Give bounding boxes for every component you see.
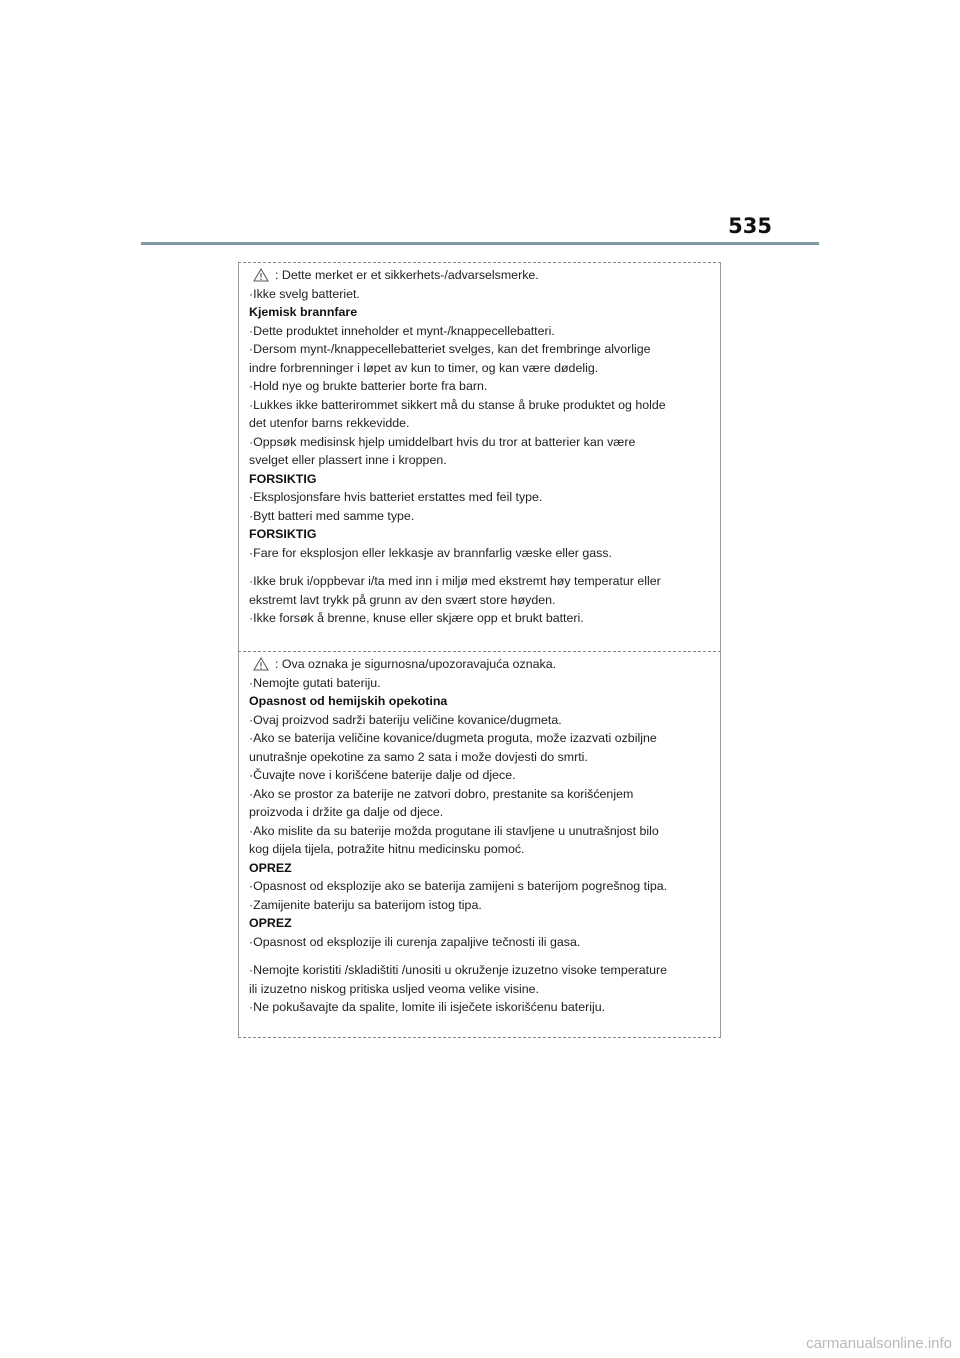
text-line: ·Hold nye og brukte batterier borte fra barn.	[249, 379, 488, 393]
warning-box-norwegian	[238, 262, 721, 651]
text-line: ·Nemojte koristiti /skladištiti /unositi u okruženje izuzetno visoke temperature	[249, 963, 668, 977]
warning-triangle-icon	[253, 657, 269, 671]
warning-text: : Ova oznaka je sigurnosna/upozoravajuća oznaka.	[275, 657, 557, 671]
warning-line	[249, 655, 710, 674]
text-line: unutrašnje opekotine za samo 2 sata i može dovjesti do smrti.	[249, 749, 588, 764]
paragraph-gap	[249, 951, 710, 961]
text-line: ·Lukkes ikke batterirommet sikkert må du stanse å bruke produktet og holde	[249, 397, 666, 412]
warning-box-bosnian	[238, 651, 721, 1038]
page-number: 535	[728, 214, 772, 238]
text-line: ·Dersom mynt-/knappecellebatteriet svelges, kan det frembringe alvorlige	[249, 342, 651, 356]
section-heading: FORSIKTIG	[249, 471, 317, 486]
text-lines	[249, 674, 710, 1017]
text-line: ·Ne pokušavajte da spalite, lomite ili isječete iskorišćenu bateriju.	[249, 1000, 606, 1014]
text-line: proizvoda i držite ga dalje od djece.	[249, 805, 444, 819]
text-line: ·Opasnost od eksplozije ako se baterija zamijeni s baterijom pogrešnog tipa.	[249, 879, 668, 893]
section-heading: OPREZ	[249, 860, 292, 875]
text-line: ·Opasnost od eksplozije ili curenja zapaljive tečnosti ili gasa.	[249, 934, 581, 949]
text-line: ·Dette produktet inneholder et mynt-/knappecellebatteri.	[249, 323, 555, 338]
header-rule	[141, 242, 819, 245]
section-heading: FORSIKTIG	[249, 527, 317, 541]
text-line: ·Ako se prostor za baterije ne zatvori dobro, prestanite sa korišćenjem	[249, 786, 634, 801]
text-line: ·Eksplosjonsfare hvis batteriet erstattes med feil type.	[249, 490, 543, 504]
section-heading: OPREZ	[249, 916, 292, 930]
warning-text: : Dette merket er et sikkerhets-/advarselsmerke.	[275, 268, 539, 282]
text-line: ·Ikke svelg batteriet.	[249, 286, 360, 301]
text-line: ·Bytt batteri med samme type.	[249, 508, 415, 523]
text-line: ·Ikke bruk i/oppbevar i/ta med inn i miljø med ekstremt høy temperatur eller	[249, 574, 661, 588]
text-line: ili izuzetno niskog pritiska usljed veoma velike visine.	[249, 981, 539, 996]
text-line: ·Fare for eksplosjon eller lekkasje av brannfarlig væske eller gass.	[249, 545, 612, 560]
paragraph-gap	[249, 562, 710, 572]
text-line: ·Zamijenite bateriju sa baterijom istog tipa.	[249, 897, 482, 912]
text-line: det utenfor barns rekkevidde.	[249, 416, 410, 430]
warning-triangle-icon	[253, 268, 269, 282]
warning-line	[249, 266, 710, 285]
section-heading: Opasnost od hemijskih opekotina	[249, 694, 448, 708]
text-lines	[249, 285, 710, 628]
text-line: ·Ako se baterija veličine kovanice/dugmeta proguta, može izazvati ozbiljne	[249, 731, 657, 745]
watermark: carmanualsonline.info	[806, 1335, 952, 1352]
text-line: ·Ikke forsøk å brenne, knuse eller skjære opp et brukt batteri.	[249, 611, 584, 625]
text-line: ·Čuvajte nove i korišćene baterije dalje od djece.	[249, 768, 516, 782]
text-line: ·Ovaj proizvod sadrži bateriju veličine kovanice/dugmeta.	[249, 712, 562, 727]
text-line: ·Nemojte gutati bateriju.	[249, 675, 381, 690]
text-line: indre forbrenninger i løpet av kun to timer, og kan være dødelig.	[249, 360, 599, 375]
text-line: ·Oppsøk medisinsk hjelp umiddelbart hvis du tror at batterier kan være	[249, 434, 636, 449]
text-line: ·Ako mislite da su baterije možda progutane ili stavljene u unutrašnjost bilo	[249, 823, 659, 838]
text-line: svelget eller plassert inne i kroppen.	[249, 453, 447, 467]
text-line: kog dijela tijela, potražite hitnu medicinsku pomoć.	[249, 842, 525, 856]
section-heading: Kjemisk brannfare	[249, 305, 358, 319]
text-line: ekstremt lavt trykk på grunn av den svært store høyden.	[249, 592, 556, 607]
